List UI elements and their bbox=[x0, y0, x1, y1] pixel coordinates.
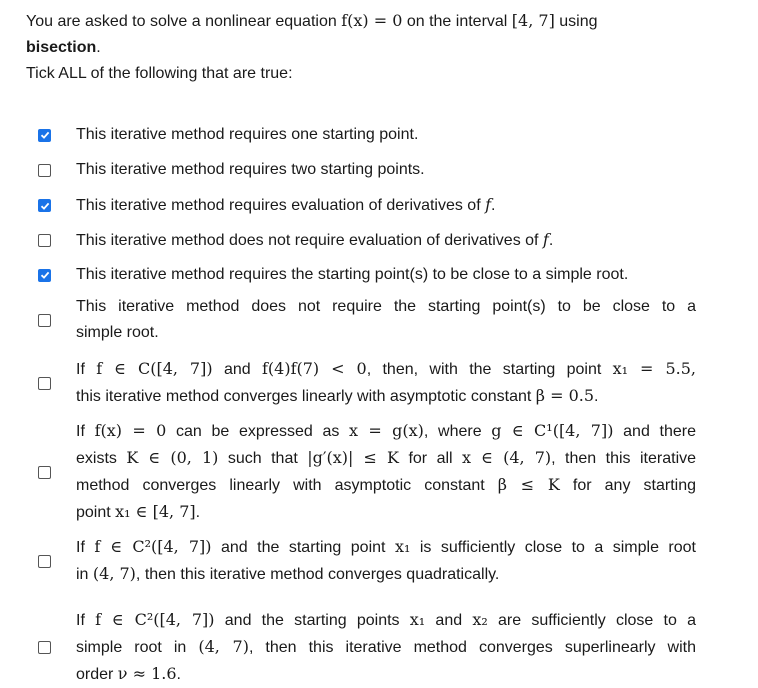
check-icon bbox=[40, 201, 50, 211]
option-2[interactable] bbox=[38, 157, 698, 183]
math-expr: x₁ ∈ [4, 7] bbox=[115, 502, 196, 521]
math-expr: f ∈ C([4, 7]) bbox=[96, 359, 213, 378]
option-4-label bbox=[76, 227, 696, 254]
checkbox-option-3[interactable] bbox=[38, 199, 51, 212]
math-expr: β = 0.5 bbox=[535, 386, 595, 405]
option-text-line: in (4, 7), then this iterative method converges quadratically. bbox=[76, 564, 500, 583]
math-expr: x = g(x) bbox=[349, 421, 424, 440]
method-name: bisection bbox=[26, 39, 97, 56]
option-text-line: method converges linearly with asymptotic constant β ≤ K for any starting bbox=[76, 475, 697, 494]
checkbox-option-7[interactable] bbox=[38, 377, 51, 390]
math-expr: |g′(x)| ≤ K bbox=[307, 448, 399, 467]
option-10[interactable] bbox=[38, 607, 698, 688]
option-text-line: simple root in (4, 7), then this iterative method converges superlinearly with bbox=[76, 637, 697, 656]
check-icon bbox=[40, 130, 50, 140]
equation-math: f(x) = 0 bbox=[341, 11, 403, 30]
option-text: . bbox=[491, 197, 496, 214]
option-text-line: If f(x) = 0 can be expressed as x = g(x), where g ∈ C¹([4, 7]) and there bbox=[76, 421, 696, 440]
interval-math: [4, 7] bbox=[511, 11, 555, 30]
option-text-line: This iterative method does not require the starting point(s) to be close to a bbox=[76, 298, 696, 315]
option-text: This iterative method does not require evaluation of derivatives of bbox=[76, 232, 543, 249]
math-expr: x₁ bbox=[394, 537, 411, 556]
checkbox-option-9[interactable] bbox=[38, 555, 51, 568]
math-expr: x₁ bbox=[409, 610, 426, 629]
checkbox-option-6[interactable] bbox=[38, 314, 51, 327]
math-expr: f ∈ C²([4, 7]) bbox=[94, 537, 212, 556]
math-expr: x₁ = 5.5 bbox=[612, 359, 691, 378]
option-7-label bbox=[76, 356, 696, 410]
option-8-label bbox=[76, 418, 696, 526]
option-1[interactable] bbox=[38, 122, 698, 148]
checkbox-option-2[interactable] bbox=[38, 164, 51, 177]
question-line-2 bbox=[26, 35, 716, 61]
math-expr: f(x) = 0 bbox=[94, 421, 167, 440]
option-text: . bbox=[548, 232, 554, 249]
option-2-label: This iterative method requires two starting points. bbox=[76, 161, 425, 178]
question-text: using bbox=[554, 13, 598, 30]
checkbox-option-5[interactable] bbox=[38, 269, 51, 282]
math-f: f bbox=[485, 195, 492, 214]
option-9-label bbox=[76, 534, 696, 588]
option-text-line: If f ∈ C²([4, 7]) and the starting point x₁ is sufficiently close to a simple root bbox=[76, 537, 697, 556]
math-expr: x ∈ (4, 7) bbox=[462, 448, 552, 467]
question-text: You are asked to solve a nonlinear equation bbox=[26, 13, 342, 30]
math-expr: ν ≈ 1.6 bbox=[117, 664, 177, 683]
option-text-line: this iterative method converges linearly with asymptotic constant β = 0.5. bbox=[76, 386, 599, 405]
question-text: . bbox=[96, 39, 101, 56]
question-text: on the interval bbox=[402, 13, 512, 30]
option-6-label bbox=[76, 294, 696, 346]
option-4[interactable] bbox=[38, 227, 698, 254]
instruction: Tick ALL of the following that are true: bbox=[26, 65, 293, 82]
option-text: This iterative method requires evaluation of derivatives of bbox=[76, 197, 486, 214]
math-expr: f(4)f(7) < 0 bbox=[261, 359, 367, 378]
option-text-line: exists K ∈ (0, 1) such that |g′(x)| ≤ K for all x ∈ (4, 7), then this iterative bbox=[76, 448, 697, 467]
check-icon bbox=[40, 270, 50, 280]
question-prompt bbox=[26, 8, 716, 87]
checkbox-option-1[interactable] bbox=[38, 129, 51, 142]
option-5[interactable] bbox=[38, 262, 698, 288]
option-9[interactable] bbox=[38, 534, 698, 588]
option-text-line: order ν ≈ 1.6. bbox=[76, 664, 181, 683]
option-text-line: simple root. bbox=[76, 324, 159, 341]
math-expr: (4, 7) bbox=[92, 564, 136, 583]
option-1-label: This iterative method requires one starting point. bbox=[76, 126, 419, 143]
option-3[interactable] bbox=[38, 192, 698, 219]
math-expr: β ≤ K bbox=[497, 475, 560, 494]
option-text-line: If f ∈ C([4, 7]) and f(4)f(7) < 0, then, with the starting point x₁ = 5.5, bbox=[76, 359, 696, 378]
option-text-line: point x₁ ∈ [4, 7]. bbox=[76, 502, 201, 521]
checkbox-option-10[interactable] bbox=[38, 641, 51, 654]
checkbox-option-4[interactable] bbox=[38, 234, 51, 247]
question-line-1 bbox=[26, 8, 716, 35]
option-7[interactable] bbox=[38, 356, 698, 410]
option-text-line: If f ∈ C²([4, 7]) and the starting points x₁ and x₂ are sufficiently close to a bbox=[76, 610, 697, 629]
option-10-label bbox=[76, 607, 696, 688]
math-expr: x₂ bbox=[472, 610, 488, 629]
math-expr: g ∈ C¹([4, 7]) bbox=[491, 421, 614, 440]
option-6[interactable] bbox=[38, 294, 698, 346]
option-8[interactable] bbox=[38, 418, 698, 526]
math-expr: f ∈ C²([4, 7]) bbox=[95, 610, 215, 629]
math-f: f bbox=[542, 230, 549, 249]
option-3-label bbox=[76, 192, 696, 219]
checkbox-option-8[interactable] bbox=[38, 466, 51, 479]
math-expr: (4, 7) bbox=[198, 637, 249, 656]
math-expr: K ∈ (0, 1) bbox=[126, 448, 219, 467]
option-5-label: This iterative method requires the starting point(s) to be close to a simple root. bbox=[76, 266, 629, 283]
